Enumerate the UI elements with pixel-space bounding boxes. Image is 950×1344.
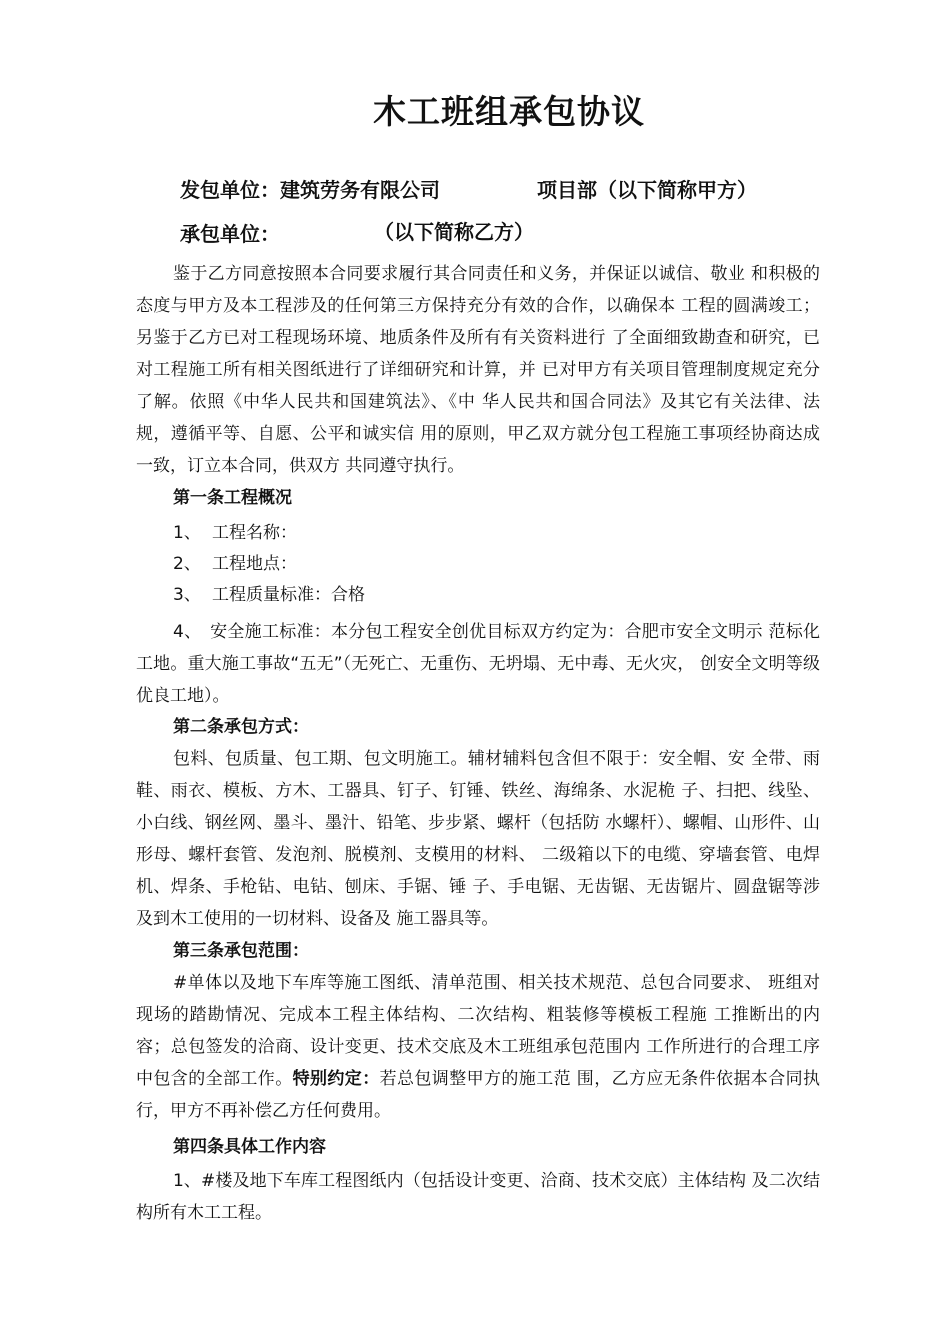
item-text: 工程质量标准：合格 [212, 585, 365, 605]
item-number: 3、 [173, 585, 201, 605]
special-agreement-label: 特别约定： [292, 1069, 380, 1089]
article3-heading: 第三条承包范围： [173, 941, 309, 961]
subcontractor-label: 承包单位： [180, 222, 280, 246]
article1-item-2 [173, 548, 297, 580]
article1-heading: 第一条工程概况 [173, 488, 292, 508]
document-title: 木工班组承包协议 [373, 92, 645, 131]
article4-item-1: 1、#楼及地下车库工程图纸内（包括设计变更、洽商、技术交底）主体结构 及二次结构所有木工工程。 [136, 1171, 820, 1223]
article3-paragraph [136, 967, 820, 1127]
contractor-dept [537, 176, 757, 204]
item-number: 1、 [173, 523, 201, 543]
contractor-dept-text: 项目部（以下简称甲方） [537, 178, 757, 202]
article1-item-4: 4、 安全施工标准：本分包工程安全创优目标双方约定为：合肥市安全文明示 范标化工地。重大施工事故“五无”（无死亡、无重伤、无坍塌、无中毒、无火灾， 创安全文明等级优良工地）。 [136, 622, 820, 706]
article3-text-b: 若总包调整甲方的施工范 围，乙方应无条件依据本合同执行，甲方不再补偿乙方任何费用。 [136, 1069, 821, 1121]
contractor-label: 发包单位：建筑劳务有限公司 [180, 178, 440, 202]
item-text: 工程地点： [212, 554, 297, 574]
article1-item-1 [173, 517, 297, 549]
item-number: 2、 [173, 554, 201, 574]
article3-text-a: #单体以及地下车库等施工图纸、清单范围、相关技术规范、总包合同要求、 班组对现场的踏勘情况、完成本工程主体结构、二次结构、粗装修等模板工程施 工推断出的内容；总包签发的洽商、设计变更、技术交底及木工班组承包范围内 工作所进行的合理工序中包含的全部工作。 [136, 973, 820, 1089]
article2-paragraph: 包料、包质量、包工期、包文明施工。辅材辅料包含但不限于：安全帽、安 全带、雨鞋、雨衣、模板、方木、工器具、钉子、钉锤、铁丝、海绵条、水泥桅 子、扫把、线坠、小白线、钢丝网、墨斗、墨汁、铅笔、步步紧、螺杆（包括防 水螺杆）、螺帽、山形件、山形母、螺杆套管、发泡剂、脱模剂、支模用的材料、 二级箱以下的电缆、穿墙套管、电焊机、焊条、手枪钻、电钻、刨床、手锯、锤 子、手电锯、无齿锯、无齿锯片、圆盘锯等涉及到木工使用的一切材料、设备及 施工器具等。 [136, 749, 820, 929]
contractor-line [180, 176, 440, 204]
item-text: 工程名称： [212, 523, 297, 543]
preamble-paragraph: 鉴于乙方同意按照本合同要求履行其合同责任和义务，并保证以诚信、敬业 和积极的态度与甲方及本工程涉及的任何第三方保持充分有效的合作，以确保本 工程的圆满竣工；另鉴于乙方已对工程现场环境、地质条件及所有有关资料进行 了全面细致勘查和研究，已对工程施工所有相关图纸进行了详细研究和计算，并 已对甲方有关项目管理制度规定充分了解。依照《中华人民共和国建筑法》、《中 华人民共和国合同法》及其它有关法律、法规，遵循平等、自愿、公平和诚实信 用的原则，甲乙双方就分包工程施工事项经协商达成一致，订立本合同，供双方 共同遵守执行。 [136, 264, 820, 476]
article4-heading: 第四条具体工作内容 [173, 1137, 326, 1157]
article1-item-3 [173, 579, 365, 611]
subcontractor-alias: （以下简称乙方） [374, 220, 534, 244]
article2-heading: 第二条承包方式： [173, 717, 309, 737]
